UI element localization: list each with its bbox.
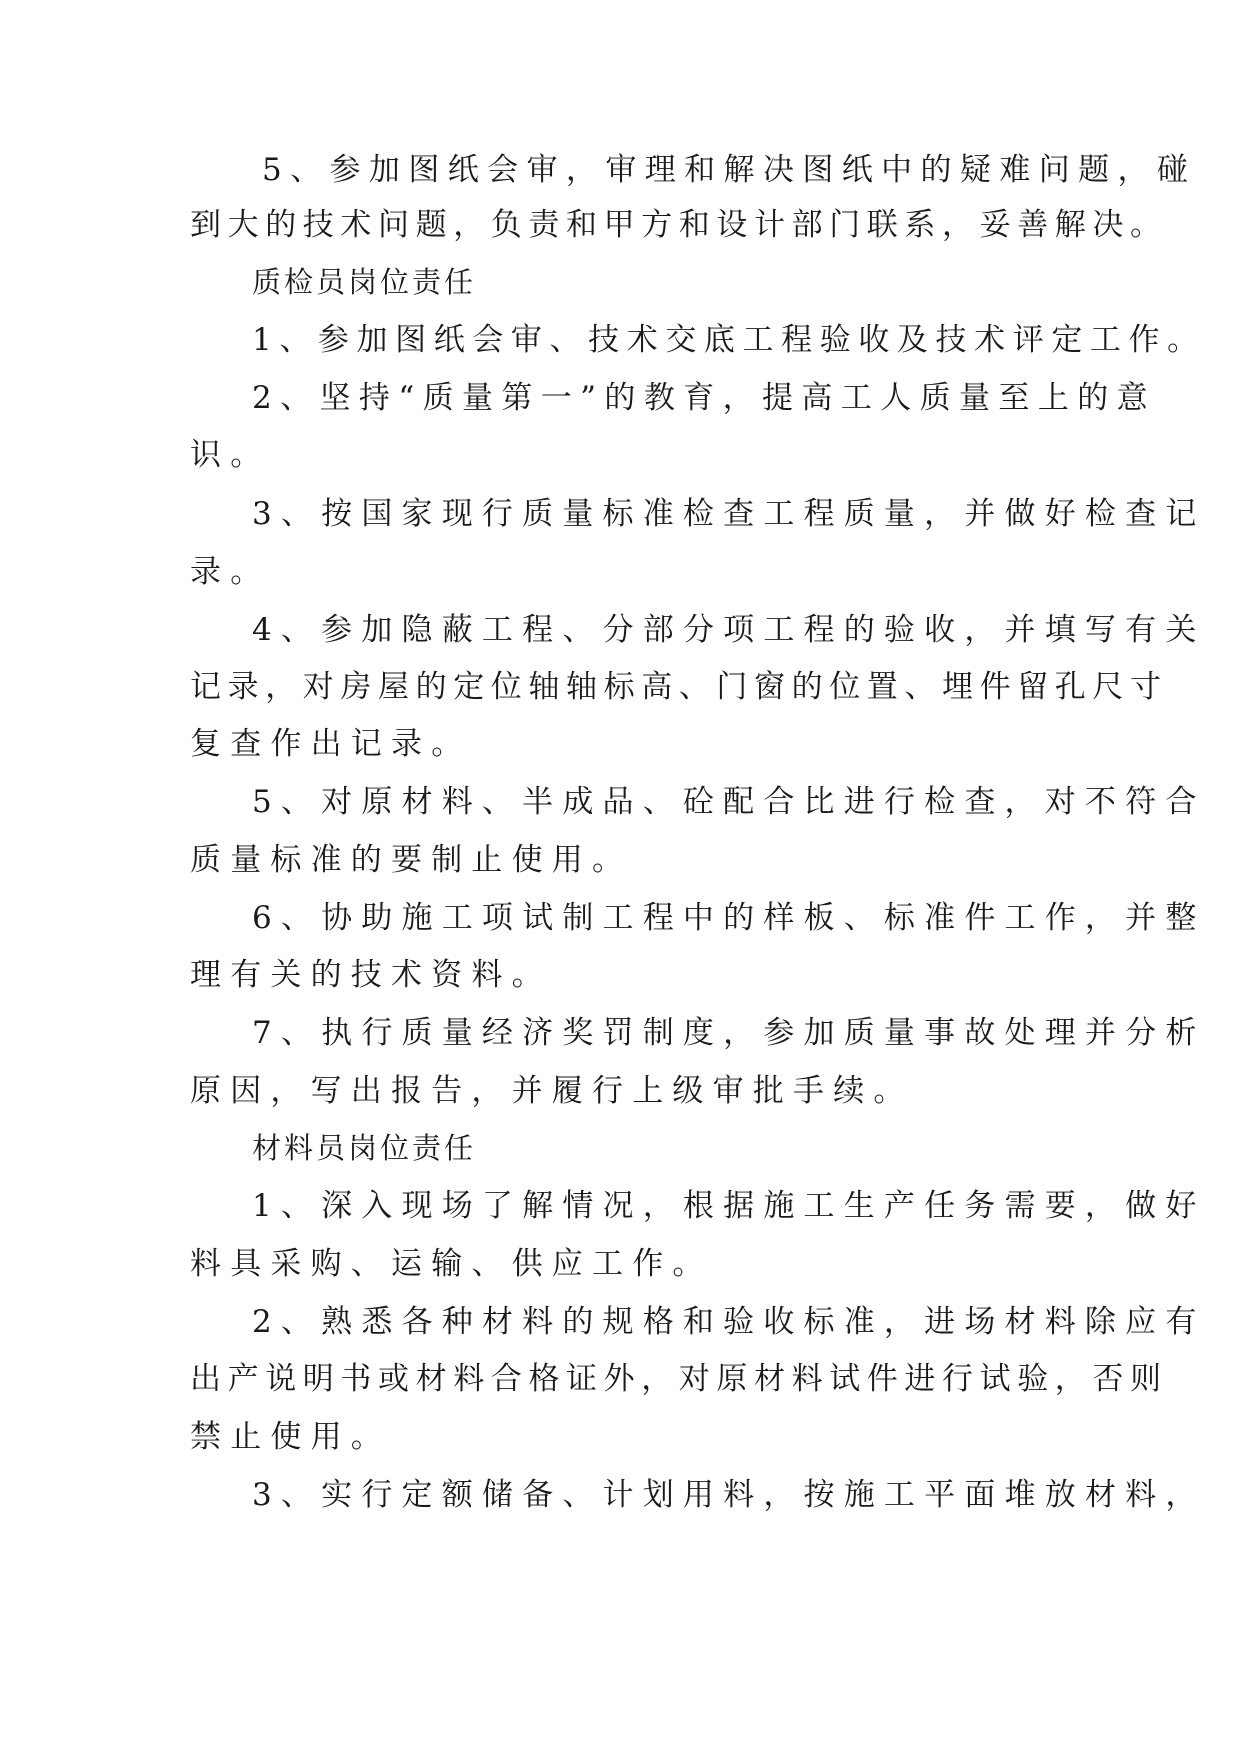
text-line: 3、实行定额储备、计划用料，按施工平面堆放材料，: [252, 1477, 1206, 1513]
text-line: 4、参加隐蔽工程、分部分项工程的验收，并填写有关: [252, 612, 1206, 648]
text-line: 7、执行质量经济奖罚制度，参加质量事故处理并分析: [252, 1015, 1206, 1051]
text-line: 原因，写出报告，并履行上级审批手续。: [190, 1073, 914, 1109]
text-line: 2、坚持“质量第一”的教育，提高工人质量至上的意: [252, 380, 1157, 416]
text-line: 质量标准的要制止使用。: [190, 842, 633, 878]
section-heading: 质检员岗位责任: [252, 265, 477, 299]
text-line: 5、对原材料、半成品、砼配合比进行检查，对不符合: [252, 784, 1206, 820]
text-line: 复查作出记录。: [190, 726, 472, 762]
text-line: 理有关的技术资料。: [190, 957, 552, 993]
text-line: 记录，对房屋的定位轴轴标高、门窗的位置、埋件留孔尺寸: [190, 669, 1168, 705]
text-line: 到大的技术问题，负责和甲方和设计部门联系，妥善解决。: [190, 207, 1168, 243]
text-line: 料具采购、运输、供应工作。: [190, 1246, 713, 1282]
text-line: 5、参加图纸会审，审理和解决图纸中的疑难问题，碰: [262, 152, 1197, 188]
text-line: 出产说明书或材料合格证外，对原材料试件进行试验，否则: [190, 1361, 1168, 1397]
text-line: 禁止使用。: [190, 1419, 391, 1455]
text-line: 1、参加图纸会审、技术交底工程验收及技术评定工作。: [252, 322, 1206, 358]
text-line: 6、协助施工项试制工程中的样板、标准件工作，并整: [252, 900, 1206, 936]
text-line: 识。: [190, 437, 271, 473]
section-heading: 材料员岗位责任: [252, 1131, 477, 1165]
text-line: 3、按国家现行质量标准检查工程质量，并做好检查记: [252, 496, 1206, 532]
text-line: 录。: [190, 554, 271, 590]
text-line: 1、深入现场了解情况，根据施工生产任务需要，做好: [252, 1188, 1206, 1224]
text-line: 2、熟悉各种材料的规格和验收标准，进场材料除应有: [252, 1304, 1206, 1340]
